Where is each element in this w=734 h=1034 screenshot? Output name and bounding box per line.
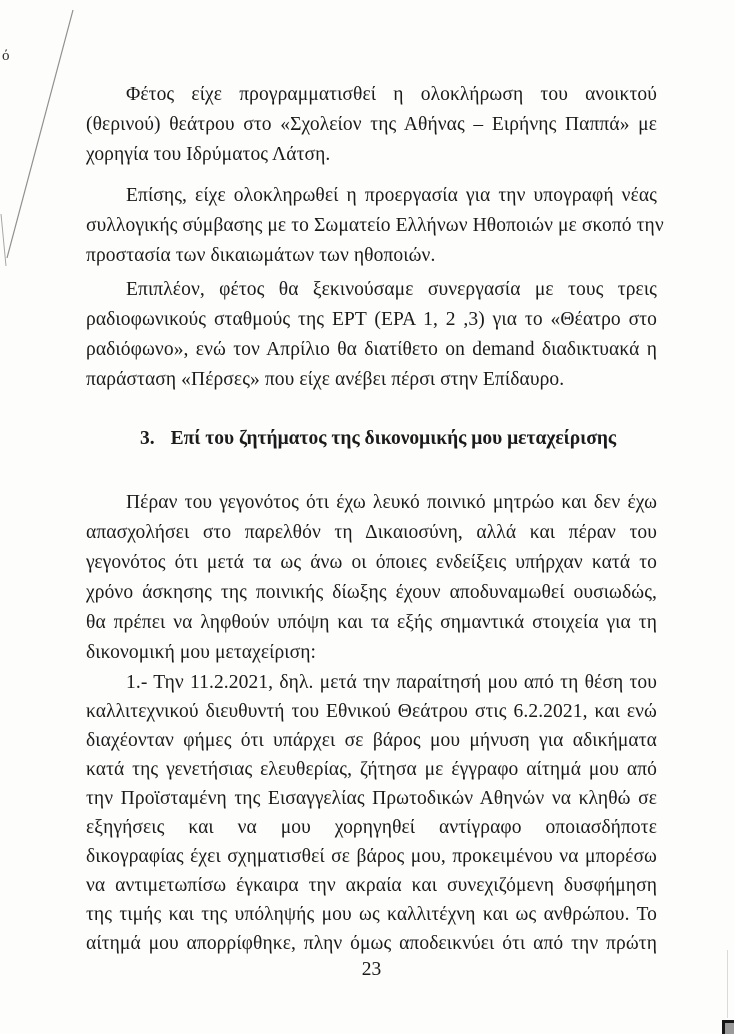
text-line: προστασία των δικαιωμάτων των ηθοποιών. bbox=[86, 245, 436, 266]
text-line: διαχέονταν φήμες ότι υπάρχει σε βάρος μου μήνυση για αδικήματα bbox=[86, 730, 657, 751]
scan-corner-mark-artifact bbox=[722, 1020, 734, 1034]
text-line: καλλιτεχνικού διευθυντή του Εθνικού Θεάτρου στις 6.2.2021, και ενώ bbox=[86, 701, 657, 722]
text-line: Φέτος είχε προγραμματισθεί η ολοκλήρωση του ανοικτού bbox=[126, 84, 657, 105]
text-line: Επίσης, είχε ολοκληρωθεί η προεργασία για την υπογραφή νέας bbox=[126, 185, 657, 206]
text-line: ραδιόφωνο», ενώ τον Απρίλιο θα διατίθετο on demand διαδικτυακά η bbox=[86, 339, 657, 360]
text-line: Πέραν του γεγονότος ότι έχω λευκό ποινικό μητρώο και δεν έχω bbox=[126, 492, 657, 513]
text-line: αίτημά μου απορρίφθηκε, πλην όμως αποδεικνύει ότι από την πρώτη bbox=[86, 933, 657, 954]
text-line: ραδιοφωνικούς σταθμούς της ΕΡΤ (ΕΡΑ 1, 2 ,3) για το «Θέατρο στο bbox=[86, 309, 657, 330]
paragraph bbox=[86, 181, 664, 271]
scan-edge-line-artifact bbox=[727, 950, 728, 1018]
text-line: 1.- Την 11.2.2021, δηλ. μετά την παραίτησή μου από τη θέση του bbox=[126, 672, 657, 693]
paragraph bbox=[86, 80, 657, 170]
page-number: 23 bbox=[361, 959, 382, 980]
text-line: της τιμής και της υπόληψής μου ως καλλιτέχνη και ως ανθρώπου. Το bbox=[86, 904, 657, 925]
text-line: να αντιμετωπίσω έγκαιρα την ακραία και συνεχιζόμενη δυσφήμηση bbox=[86, 875, 657, 896]
section-heading bbox=[86, 424, 711, 454]
scan-stray-character: ό bbox=[2, 48, 10, 64]
paragraph bbox=[86, 488, 657, 668]
text-line: χρόνο άσκησης της ποινικής δίωξης έχουν αποδυναμωθεί ουσιωδώς, bbox=[86, 582, 657, 603]
text-line: δικονομική μου μεταχείριση: bbox=[86, 642, 317, 663]
paragraph bbox=[86, 275, 657, 395]
text-line: Επιπλέον, φέτος θα ξεκινούσαμε συνεργασία με τους τρεις bbox=[126, 279, 657, 300]
text-line: γεγονότος ότι μετά τα ως άνω οι όποιες ενδείξεις υπήρχαν κατά το bbox=[86, 552, 657, 573]
text-line: εξηγήσεις και να μου χορηγηθεί αντίγραφο οποιασδήποτε bbox=[86, 817, 657, 838]
text-line: την Προϊσταμένη της Εισαγγελίας Πρωτοδικών Αθηνών να κληθώ σε bbox=[86, 788, 657, 809]
text-line: χορηγία του Ιδρύματος Λάτση. bbox=[86, 144, 331, 165]
text-line: δικογραφίας έχει σχηματισθεί σε βάρος μου, προκειμένου να μπορέσω bbox=[86, 846, 657, 867]
text-line: απασχολήσει στο παρελθόν τη Δικαιοσύνη, αλλά και πέραν του bbox=[86, 522, 657, 543]
text-line: συλλογικής σύμβασης με το Σωματείο Ελλήνων Ηθοποιών με σκοπό την bbox=[86, 215, 664, 236]
section-number: 3. bbox=[140, 428, 155, 449]
text-line: κατά της γενετήσιας ελευθερίας, ζήτησα με έγγραφο αίτημά μου από bbox=[86, 759, 657, 780]
text-line: παράσταση «Πέρσες» που είχε ανέβει πέρσι στην Επίδαυρο. bbox=[86, 369, 565, 390]
section-title: Επί του ζητήματος της δικονομικής μου μεταχείρισης bbox=[170, 428, 617, 449]
text-line: (θερινού) θεάτρου στο «Σχολείον της Αθήνας – Ειρήνης Παππά» με bbox=[86, 114, 657, 135]
text-line: θα πρέπει να ληφθούν υπόψη και τα εξής σημαντικά στοιχεία για τη bbox=[86, 612, 657, 633]
paragraph bbox=[86, 668, 657, 958]
